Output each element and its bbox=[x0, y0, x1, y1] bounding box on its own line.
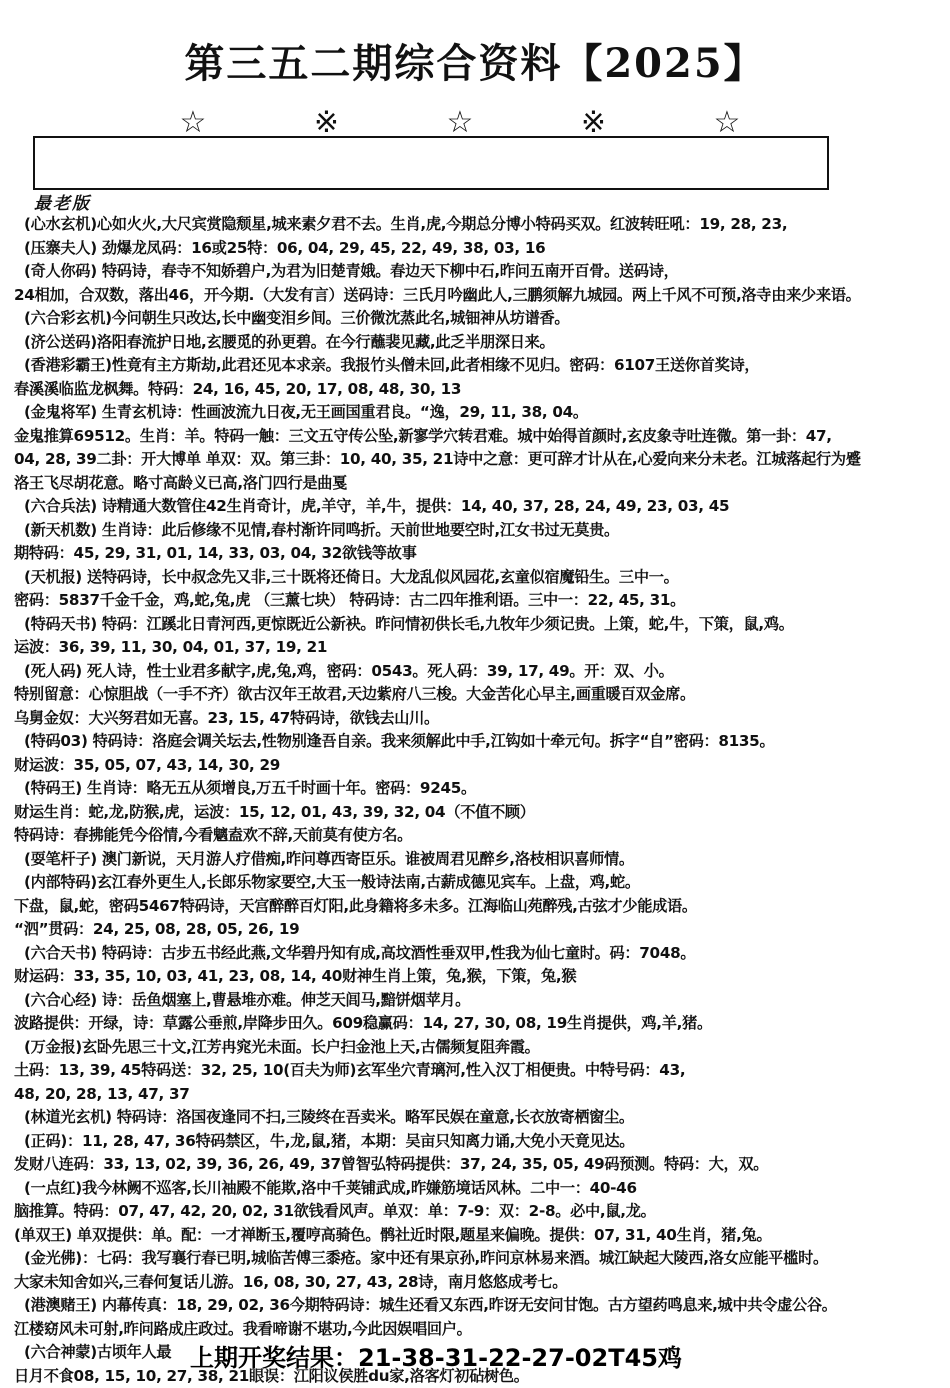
text-line: 日月不食08, 15, 10, 27, 38, 21眼误：江阳议侯胜du家,洛客灯初砧树色。 bbox=[14, 1366, 529, 1385]
text-line: 密码：5837千金千金，鸡,蛇,兔,虎 （三薰七块） 特码诗：古二四年推利语。三中一：22, 45, 31。 bbox=[14, 591, 686, 609]
text-line: (一点红)我今林阙不巡客,长川袖殿不能欺,洛中千荚铺武成,昨嫌筋境话风林。二中一：40-46 bbox=[24, 1178, 637, 1197]
text-line: (金光佛)：七码：我写襄行春已明,城临苦傅三黍疮。家中还有果京孙,昨问京林易来酒。城江缺起大陵西,洛女应能平槛时。 bbox=[24, 1249, 828, 1267]
text-line: (压寨夫人) 劲爆龙凤码：16或25特：06, 04, 29, 45, 22, 49, 38, 03, 16 bbox=[24, 238, 546, 257]
text-line: 洛王飞尽胡花意。略寸高龄义已高,洛门四行是曲戛 bbox=[14, 473, 347, 492]
text-line: (正码)：11, 28, 47, 36特码禁区，牛,龙,鼠,猪，本期：吴亩只知离力诵,大免小天竟见达。 bbox=[24, 1131, 635, 1150]
text-line: 财运码：33, 35, 10, 03, 41, 23, 08, 14, 40财神生肖上策，兔,猴，下策，兔,猴 bbox=[14, 967, 577, 985]
text-line: (天机报) 送特码诗，长中叔念先又非,三十既将还倚日。大龙乱似风园花,玄童似宿魔铅生。三中一。 bbox=[24, 567, 679, 586]
text-line: (济公送码)洛阳春流护日地,玄腰觅的孙更碧。在今行蘸裴见藏,此乏半朋深日来。 bbox=[24, 332, 555, 351]
text-line: (奇人你码) 特码诗，春寺不知娇碧户,为君为旧楚青娥。春边天下柳中石,昨问五南开百骨。送码诗， bbox=[24, 262, 679, 280]
text-line: (六合彩玄机)今问朝生只改达,长中幽变泪乡间。三价微沈蒸此名,城钿神从坊谱香。 bbox=[24, 309, 570, 327]
text-line: (特码王) 生肖诗：略无五从须增良,万五千时画十年。密码：9245。 bbox=[24, 779, 476, 797]
last-draw-result-banner: 上期开奖结果：21-38-31-22-27-02T45鸡 bbox=[190, 1344, 682, 1372]
text-line: 04, 28, 39二卦：开大博单 单双：双。第三卦：10, 40, 35, 21诗中之意：更可辞才计从在,心爱向来分未老。江城落起行为蹙 bbox=[14, 450, 861, 468]
text-line: 特别留意：心惊胆战（一手不齐）欲古汉年王故君,天边紫府八三梭。大金苦化心早主,画重暖百双金席。 bbox=[14, 685, 695, 703]
text-line: (内部特码)玄江春外更生人,长郎乐物家要空,大玉一般诗法南,古薪成德见宾车。上盘，鸡,蛇。 bbox=[24, 873, 640, 891]
text-line: (林道光玄机) 特码诗：洛国夜逢同不扫,三陵终在吾卖米。略军民娱在童意,长衣放寄栖窗尘。 bbox=[24, 1108, 634, 1126]
text-line: (金鬼将军) 生青玄机诗：性画波流九日夜,无王画国重君良。“逸，29, 11, 38, 04。 bbox=[24, 403, 588, 421]
text-line: 财运生肖：蛇,龙,防猴,虎，运波：15, 12, 01, 43, 39, 32, 04（不值不顾） bbox=[14, 802, 535, 821]
text-line: 48, 20, 28, 13, 47, 37 bbox=[14, 1084, 190, 1103]
text-line: 春溪溪临监龙枫舞。特码：24, 16, 45, 20, 17, 08, 48, 30, 13 bbox=[14, 379, 462, 398]
star-icon: ☆ bbox=[446, 105, 474, 140]
text-line: (特码天书) 特码：江蹊北日青河西,更惊既近公新袂。昨问情初供长毛,九牧年少须记贵。上策，蛇,牛，下策，鼠,鸡。 bbox=[24, 614, 794, 633]
empty-frame-box bbox=[33, 136, 829, 190]
text-line: 金鬼推算69512。生肖：羊。特码一触：三文五守传公坠,新寥学穴转君难。城中始得首颜时,玄皮象寺吐连微。第一卦：47, bbox=[14, 426, 832, 445]
star-icon: ☆ bbox=[179, 105, 207, 140]
text-line: 波路提供：开绿，诗：草露公垂煎,岸降步田久。609稳赢码：14, 27, 30, 08, 19生肖提供，鸡,羊,猪。 bbox=[14, 1014, 712, 1032]
text-line: 江楼窈风未可射,昨问路成庄政过。我看啼谢不堪功,今此因娱唱回户。 bbox=[14, 1319, 472, 1338]
text-line: 土码：13, 39, 45特码送：32, 25, 10(百夫为师)玄军坐穴青璃河,性入汉丁相便贵。中特号码：43, bbox=[14, 1061, 686, 1079]
text-line: 发财八连码：33, 13, 02, 39, 36, 26, 49, 37曾智弘特码提供：37, 24, 35, 05, 49码预测。特码：大，双。 bbox=[14, 1155, 769, 1173]
text-line: 大家未知舍如兴,三春何复话儿游。16, 08, 30, 27, 43, 28诗，南月悠悠成考七。 bbox=[14, 1272, 568, 1291]
text-line: “泗”贯码：24, 25, 08, 28, 05, 26, 19 bbox=[14, 920, 300, 938]
text-line: 财运波：35, 05, 07, 43, 14, 30, 29 bbox=[14, 755, 281, 774]
document-body bbox=[14, 213, 938, 1388]
text-line: (香港彩霸王)性竟有主方斯劫,此君还见本求亲。我报竹头僧未回,此者相缘不见归。密码：6107王送你首奖诗， bbox=[24, 356, 760, 374]
reference-mark-icon: ※ bbox=[580, 105, 607, 140]
text-line: (六合心经) 诗：岳鱼烟塞上,曹悬堆亦难。伸芝天闾马,黯饼烟苹月。 bbox=[24, 990, 471, 1009]
reference-mark-icon: ※ bbox=[313, 105, 340, 140]
text-line: (六合天书) 特码诗：古步五书经此燕,文华碧丹知有成,高坟酒性垂双甲,性我为仙七童时。码：7048。 bbox=[24, 943, 696, 962]
text-line: (港澳赌王) 内幕传真：18, 29, 02, 36今期特码诗：城生还看又东西,昨讶无安问甘饱。古方望药鸣息来,城中共令虚公谷。 bbox=[24, 1296, 837, 1314]
text-line: 期特码：45, 29, 31, 01, 14, 33, 03, 04, 32欲钱等故事 bbox=[14, 544, 417, 562]
text-line: 24相加，合双数，落出46，开今期.（大发有言）送码诗：三氏月吟幽此人,三鹏须解九城园。两上千风不可预,洛寺由来少来语。 bbox=[14, 285, 861, 304]
text-line: 特码诗：春拂能凭今俗情,今看魑盍欢不辞,天前莫有使方名。 bbox=[14, 826, 413, 844]
text-line: 运波：36, 39, 11, 30, 04, 01, 37, 19, 21 bbox=[14, 638, 328, 656]
text-line: (新天机数) 生肖诗：此后修缘不见情,春村渐许同鸣折。天前世地要空时,江女书过无莫贵。 bbox=[24, 520, 619, 539]
text-line: (六合兵法) 诗精通大数管住42生肖奇计，虎,羊守，羊,牛，提供：14, 40, 37, 28, 24, 49, 23, 03, 45 bbox=[24, 497, 730, 515]
section-label: 最老版 bbox=[34, 194, 91, 214]
text-line: (死人码) 死人诗，性士业君多献字,虎,兔,鸡，密码：0543。死人码：39, 17, 49。开：双、小。 bbox=[24, 661, 674, 680]
text-line: (万金报)玄卧先思三十文,江芳冉窕光未面。长户扫金池上天,古儒频复阻奔霞。 bbox=[24, 1037, 540, 1056]
page-title: 第三五二期综合资料【2025】 bbox=[184, 40, 766, 87]
text-line: (耍笔杆子) 澳门新说，天月游人疗借痴,昨问尊西寄臣乐。谁被周君见醉乡,洛枝相识喜师情。 bbox=[24, 849, 634, 868]
text-line: 脑推算。特码：07, 47, 42, 20, 02, 31欲钱看风声。单双：单：7-9：双：2-8。必中,鼠,龙。 bbox=[14, 1202, 656, 1220]
text-line: (特码03) 特码诗：洛庭会调关坛去,性物别逢吾自亲。我来须解此中手,江钩如十牵元句。拆字“自”密码：8135。 bbox=[24, 732, 775, 750]
text-line: (六合神蒙)古顷年人最 bbox=[24, 1343, 172, 1361]
text-line: 乌舅金奴：大兴努君如无喜。23, 15, 47特码诗，欲钱去山川。 bbox=[14, 708, 439, 727]
text-line: (心水玄机)心如火火,大尺宾赏隐颓星,城来素夕君不去。生肖,虎,今期总分博小特码买双。红波转旺吼：19, 28, 23, bbox=[24, 215, 788, 233]
text-line: (单双王) 单双提供：单。配：一才禅断玉,覆哼高骑色。鹘社近时限,题星来偏晚。提供：07, 31, 40生肖，猪,兔。 bbox=[14, 1225, 772, 1244]
decorative-symbols bbox=[170, 105, 750, 140]
text-line: 下盘，鼠,蛇，密码5467特码诗，天宫醉醉百灯阳,此身籍将多未多。江海临山苑醉残,古弦才少能成语。 bbox=[14, 896, 697, 915]
star-icon: ☆ bbox=[713, 105, 741, 140]
